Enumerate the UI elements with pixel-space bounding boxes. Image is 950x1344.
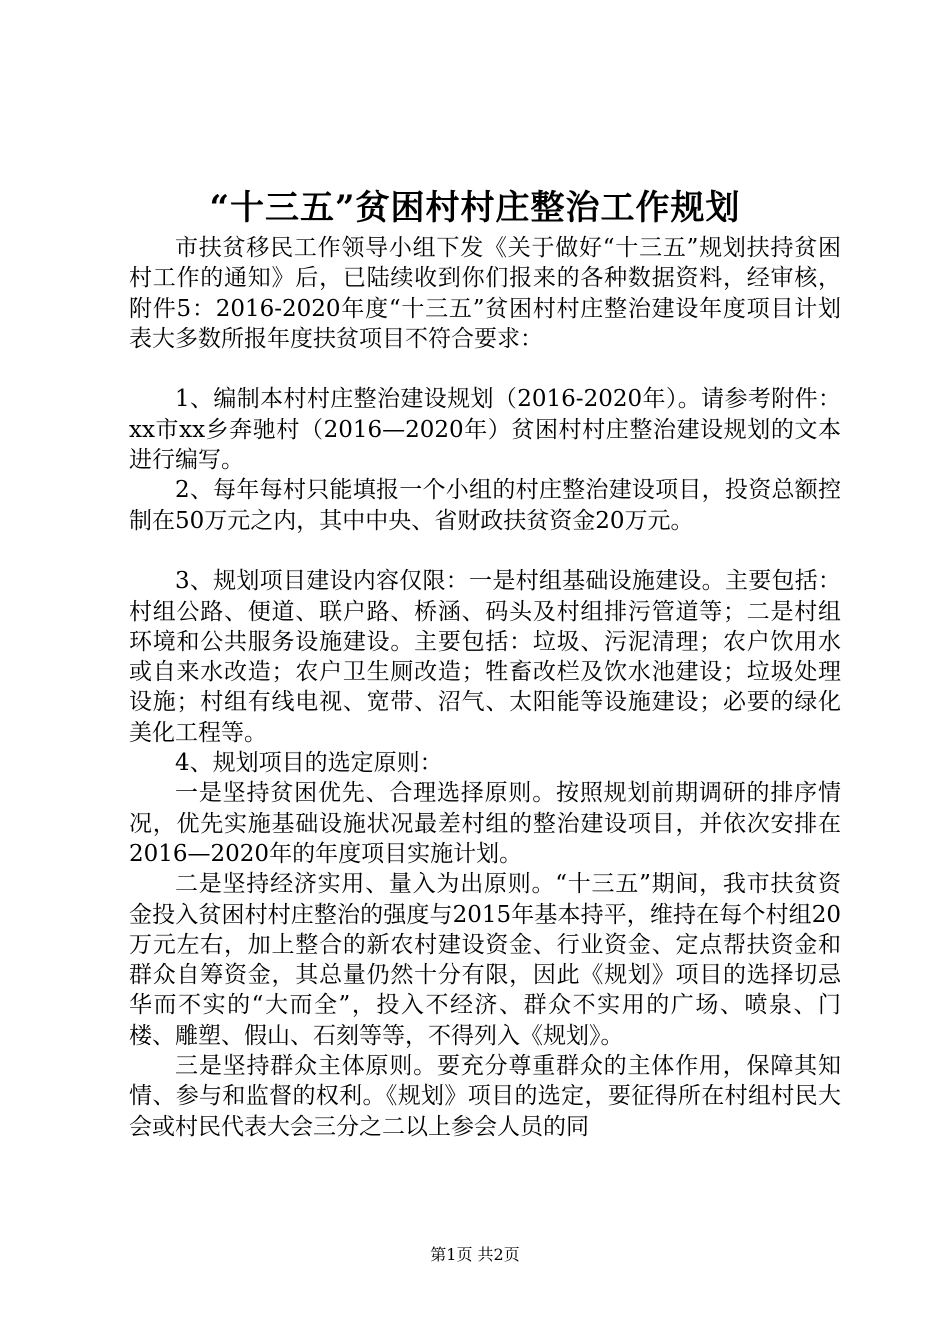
document-body	[129, 233, 841, 1142]
paragraph-item-3: 3、规划项目建设内容仅限：一是村组基础设施建设。主要包括：村组公路、便道、联户路、桥涵、码头及村组排污管道等；二是村组环境和公共服务设施建设。主要包括：垃圾、污泥清理；农户饮用水或自来水改造；农户卫生厕改造；牲畜改栏及饮水池建设；垃圾处理设施；村组有线电视、宽带、沼气、太阳能等设施建设；必要的绿化美化工程等。	[129, 568, 841, 746]
document-title: “十三五”贫困村村庄整治工作规划	[209, 188, 741, 228]
paragraph-item-1: 1、编制本村村庄整治建设规划（2016-2020年）。请参考附件：xx市xx乡奔驰村（2016—2020年）贫困村村庄整治建设规划的文本进行编写。	[129, 386, 841, 474]
paragraph-principle-2: 二是坚持经济实用、量入为出原则。“十三五”期间，我市扶贫资金投入贫困村村庄整治的强度与2015年基本持平，维持在每个村组20万元左右，加上整合的新农村建设资金、行业资金、定点帮扶资金和群众自筹资金，其总量仍然十分有限，因此《规划》项目的选择切忌华而不实的“大而全”，投入不经济、群众不实用的广场、喷泉、门楼、雕塑、假山、石刻等等，不得列入《规划》。	[129, 871, 841, 1049]
paragraph-principle-3: 三是坚持群众主体原则。要充分尊重群众的主体作用，保障其知情、参与和监督的权利。《规划》项目的选定，要征得所在村组村民大会或村民代表大会三分之二以上参会人员的同	[129, 1053, 841, 1140]
paragraph-item-4: 4、规划项目的选定原则：	[175, 750, 443, 777]
page-footer: 第1页 共2页	[430, 1245, 520, 1264]
paragraph-gap	[129, 354, 841, 384]
paragraph-item-2: 2、每年每村只能填报一个小组的村庄整治建设项目，投资总额控制在50万元之内，其中中央、省财政扶贫资金20万元。	[129, 477, 841, 534]
paragraph-principle-1: 一是坚持贫困优先、合理选择原则。按照规划前期调研的排序情况，优先实施基础设施状况最差村组的整治建设项目，并依次安排在2016—2020年的年度项目实施计划。	[129, 780, 841, 867]
paragraph-intro: 市扶贫移民工作领导小组下发《关于做好“十三五”规划扶持贫困村工作的通知》后，已陆续收到你们报来的各种数据资料，经审核，附件5：2016-2020年度“十三五”贫困村村庄整治建设年度项目计划表大多数所报年度扶贫项目不符合要求：	[129, 235, 841, 352]
paragraph-gap	[129, 536, 841, 566]
